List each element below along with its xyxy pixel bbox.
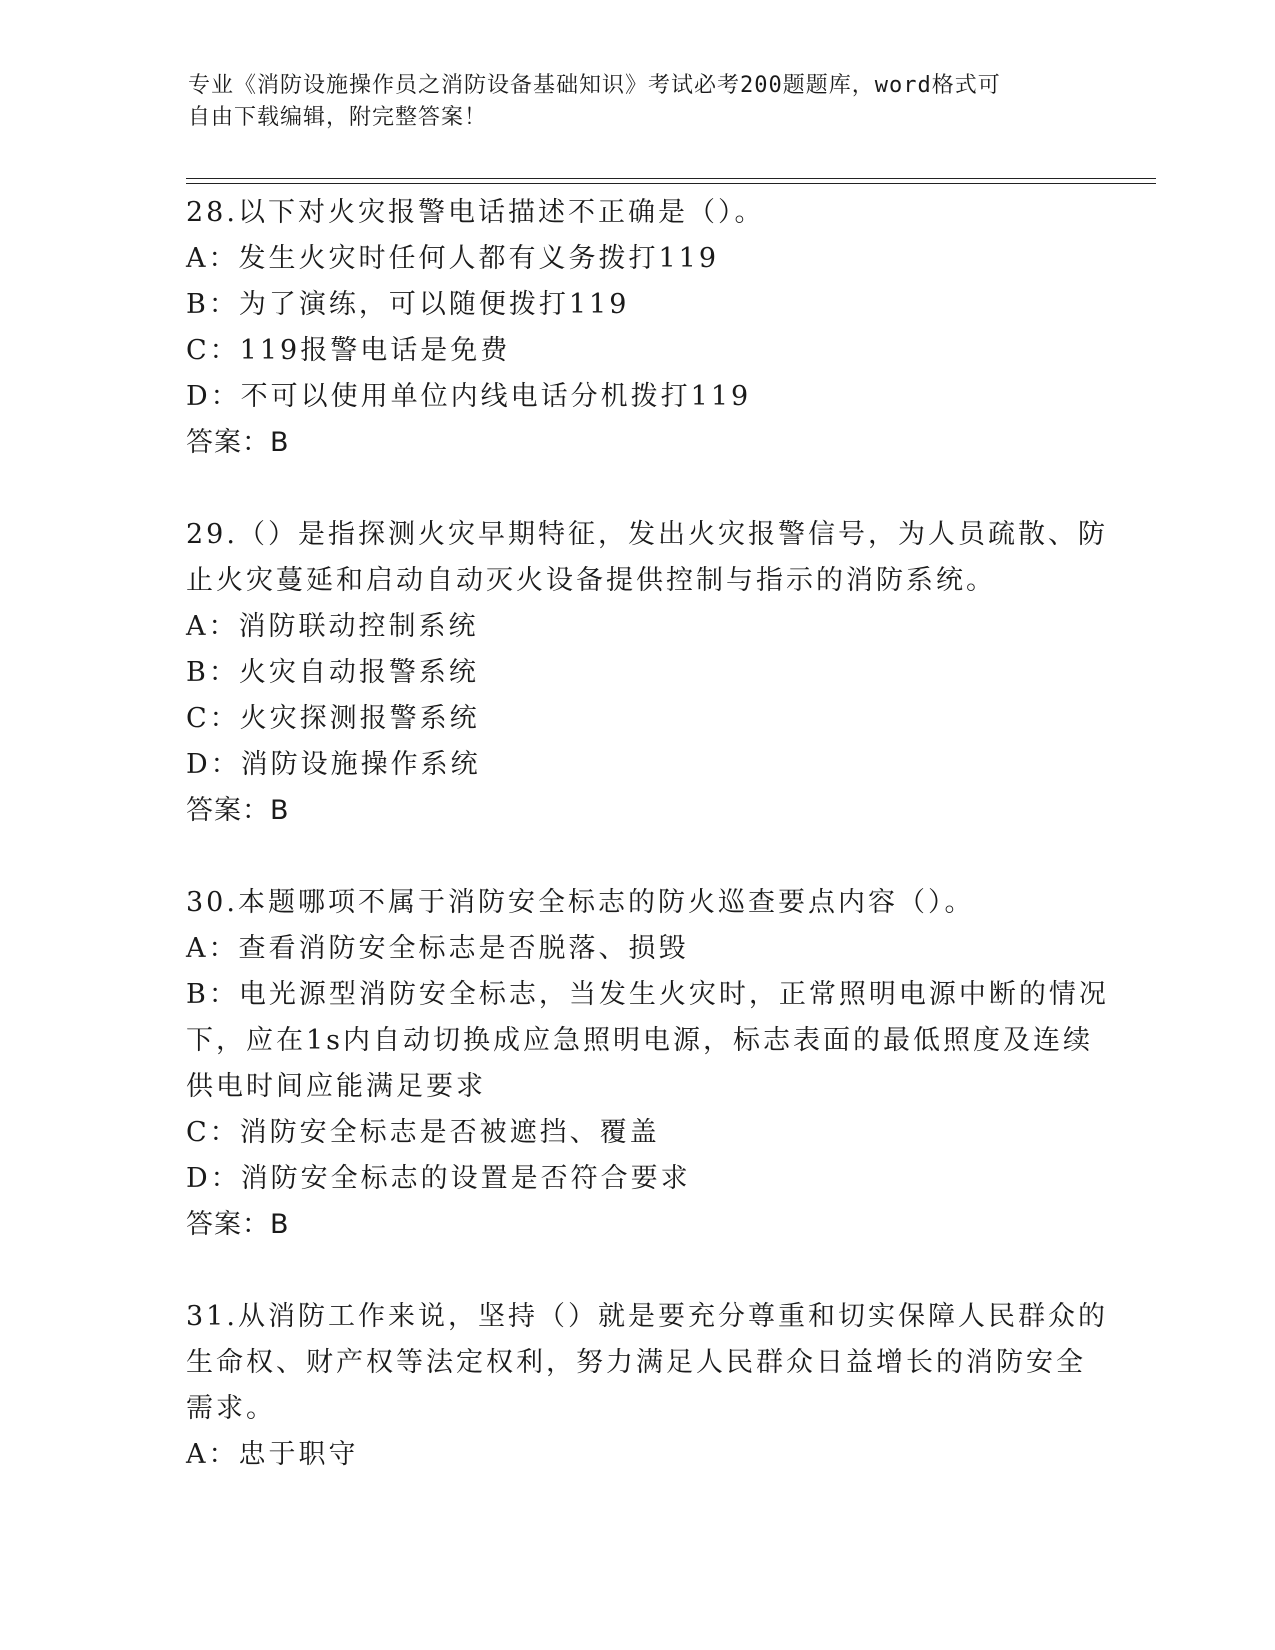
question-stem-line: 31.从消防工作来说，坚持（）就是要充分尊重和切实保障人民群众的 — [186, 1301, 1108, 1332]
question-stem-line: 止火灾蔓延和启动自动灭火设备提供控制与指示的消防系统。 — [186, 565, 996, 596]
option-b-line: B：火灾自动报警系统 — [186, 657, 479, 688]
option-a-line: A：消防联动控制系统 — [186, 611, 479, 642]
header-divider-bottom — [186, 183, 1156, 184]
question-item — [186, 512, 1108, 834]
option-c-line: C：119报警电话是免费 — [186, 335, 511, 366]
header-line-2: 自由下载编辑，附完整答案！ — [188, 105, 488, 130]
option-b-line: 下，应在1s内自动切换成应急照明电源，标志表面的最低照度及连续 — [186, 1025, 1094, 1056]
header-divider-top — [186, 178, 1156, 179]
question-item — [186, 190, 1086, 466]
option-d-line: D：消防安全标志的设置是否符合要求 — [186, 1163, 691, 1194]
question-stem-line: 30.本题哪项不属于消防安全标志的防火巡查要点内容（）。 — [186, 887, 975, 918]
question-spacer — [186, 834, 1086, 880]
option-b-line: 供电时间应能满足要求 — [186, 1071, 486, 1102]
answer-line: 答案：B — [186, 1209, 290, 1240]
option-b-line: B：为了演练，可以随便拨打119 — [186, 289, 630, 320]
question-stem-line: 28.以下对火灾报警电话描述不正确是（）。 — [186, 197, 765, 228]
question-stem-line: 生命权、财产权等法定权利，努力满足人民群众日益增长的消防安全 — [186, 1347, 1086, 1378]
question-list — [186, 190, 1109, 1478]
question-spacer — [186, 466, 1086, 512]
answer-line: 答案：B — [186, 427, 290, 458]
question-item — [186, 880, 1109, 1248]
option-a-line: A：查看消防安全标志是否脱落、损毁 — [186, 933, 689, 964]
option-b-line: B：电光源型消防安全标志，当发生火灾时，正常照明电源中断的情况 — [186, 979, 1109, 1010]
question-item — [186, 1294, 1108, 1478]
option-a-line: A：发生火灾时任何人都有义务拨打119 — [186, 243, 720, 274]
option-c-line: C：火灾探测报警系统 — [186, 703, 480, 734]
question-stem-line: 29.（）是指探测火灾早期特征，发出火灾报警信号，为人员疏散、防 — [186, 519, 1108, 550]
option-a-line: A：忠于职守 — [186, 1439, 359, 1470]
header-line-1: 专业《消防设施操作员之消防设备基础知识》考试必考200题题库，word格式可 — [188, 73, 1001, 98]
option-d-line: D：不可以使用单位内线电话分机拨打119 — [186, 381, 752, 412]
question-spacer — [186, 1248, 1086, 1294]
question-stem-line: 需求。 — [186, 1393, 276, 1424]
answer-line: 答案：B — [186, 795, 290, 826]
document-header — [188, 70, 1088, 134]
option-c-line: C：消防安全标志是否被遮挡、覆盖 — [186, 1117, 660, 1148]
option-d-line: D：消防设施操作系统 — [186, 749, 481, 780]
